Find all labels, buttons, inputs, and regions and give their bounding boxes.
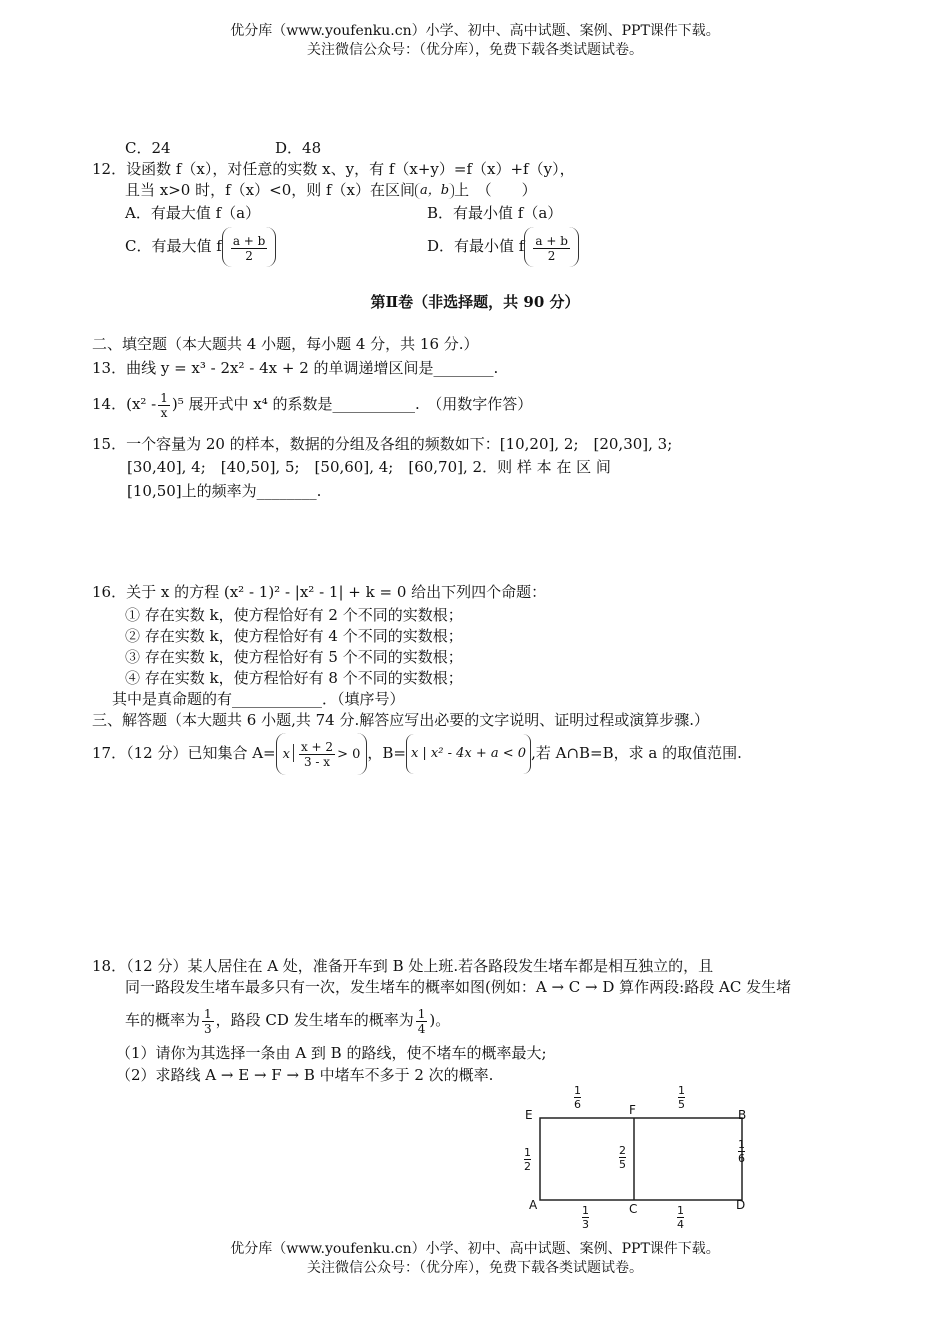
q14-pre: 14．(x² - [92, 395, 157, 413]
q12-stem-line2 [125, 180, 537, 200]
prob-ac: $\frac{1}{3}$ [582, 1204, 589, 1231]
point-c-label: C [629, 1202, 638, 1216]
q15-line2: [30,40], 4; [40,50], 5; [50,60], 4; [60,70], 2．则 样 本 在 区 间 [127, 458, 611, 476]
q16-stem: 16．关于 x 的方程 (x² - 1)² - |x² - 1| + k = 0 给出下列四个命题： [92, 583, 547, 601]
q17-pre: 17．（12 分）已知集合 A= [92, 744, 276, 762]
q18-subquestion-1: （1）请你为其选择一条由 A 到 B 的路线，使不堵车的概率最大; [116, 1044, 547, 1062]
point-d-label: D [736, 1198, 746, 1212]
q18-line3-post: )。 [429, 1011, 451, 1029]
prob-ef: $\frac{1}{6}$ [574, 1084, 581, 1111]
q18-line3-mid: ，路段 CD 发生堵车的概率为 [215, 1011, 414, 1029]
q18-line2: 同一路段发生堵车最多只有一次，发生堵车的概率如图(例如：A → C → D 算作两段:路段 AC 发生堵 [125, 978, 792, 996]
q12-option-d [427, 226, 579, 267]
q17 [92, 733, 742, 775]
q18-subquestion-2: （2）求路线 A → E → F → B 中堵车不多于 2 次的概率. [116, 1066, 494, 1084]
q12-option-d-fraction: $\frac{a + b}{2}$ [535, 233, 568, 263]
part2-title: 第Ⅱ卷（非选择题，共 90 分） [370, 293, 580, 311]
q17-set-a: x $\frac{x + 2}{3 - x}$ > 0 [276, 733, 368, 775]
prob-cf: $\frac{2}{5}$ [619, 1144, 626, 1171]
q18-fraction-ac: $\frac{1}{3}$ [204, 1006, 212, 1036]
q12-line2-post: 上 （ ） [454, 181, 537, 199]
section2-heading: 二、填空题（本大题共 4 小题，每小题 4 分，共 16 分.） [92, 335, 479, 353]
q16-proposition-3: ③ 存在实数 k，使方程恰好有 5 个不同的实数根； [125, 648, 463, 666]
q12-option-c-fraction: $\frac{a + b}{2}$ [232, 233, 266, 263]
road-network-figure [510, 1080, 770, 1240]
prob-fb: $\frac{1}{5}$ [678, 1084, 685, 1111]
q15-line3: [10,50]上的频率为________. [127, 482, 322, 500]
q11-option-c: C．24 [125, 139, 171, 157]
q15-line1: 15．一个容量为 20 的样本，数据的分组及各组的频数如下：[10,20], 2; [20,30], 3; [92, 435, 673, 453]
q13: 13．曲线 y = x³ - 2x² - 4x + 2 的单调递增区间是________. [92, 359, 499, 377]
footer-line-2: 关注微信公众号：（优分库），免费下载各类试题试卷。 [307, 1260, 643, 1276]
q12-interval: a，b [415, 183, 454, 199]
q16-proposition-1: ① 存在实数 k，使方程恰好有 2 个不同的实数根； [125, 606, 463, 624]
q16-proposition-2: ② 存在实数 k，使方程恰好有 4 个不同的实数根； [125, 627, 463, 645]
q14-fraction: $\frac{1}{x}$ [160, 390, 168, 420]
prob-ae: $\frac{1}{2}$ [524, 1146, 531, 1173]
q18-fraction-cd: $\frac{1}{4}$ [417, 1006, 426, 1036]
q14 [92, 384, 532, 424]
point-a-label: A [529, 1198, 538, 1212]
q12-option-c-label: C．有最大值 f [125, 237, 222, 255]
q18-line3-pre: 车的概率为 [125, 1011, 201, 1029]
header-line-2: 关注微信公众号：（优分库），免费下载各类试题试卷。 [307, 42, 643, 58]
header-line-1: 优分库（www.youfenku.cn）小学、初中、高中试题、案例、PPT课件下载。 [230, 23, 720, 39]
prob-bd: $\frac{1}{6}$ [738, 1138, 745, 1165]
prob-cd: $\frac{1}{4}$ [677, 1204, 684, 1231]
footer-line-1: 优分库（www.youfenku.cn）小学、初中、高中试题、案例、PPT课件下载。 [230, 1241, 720, 1257]
q12-option-b: B．有最小值 f（a） [427, 204, 563, 222]
q12-option-a: A．有最大值 f（a） [125, 204, 261, 222]
q16-proposition-4: ④ 存在实数 k，使方程恰好有 8 个不同的实数根； [125, 669, 463, 687]
q16-question: 其中是真命题的有____________．（填序号） [112, 690, 405, 708]
section3-heading: 三、解答题（本大题共 6 小题,共 74 分.解答应写出必要的文字说明、证明过程或演算步骤.） [92, 711, 710, 729]
point-f-label: F [629, 1103, 636, 1117]
q11-option-d: D．48 [275, 139, 322, 157]
point-b-label: B [738, 1108, 747, 1122]
q12-option-d-label: D．有最小值 f [427, 237, 525, 255]
q18-line3 [125, 1000, 450, 1040]
q14-post: )⁵ 展开式中 x⁴ 的系数是___________. （用数字作答） [171, 395, 533, 413]
q17-mid: ，B= [367, 744, 406, 762]
q17-set-a-fraction: $\frac{x + 2}{3 - x}$ [300, 739, 334, 769]
q17-post: ,若 A∩B=B，求 a 的取值范围. [531, 744, 742, 762]
q12-line2-pre: 且当 x>0 时，f（x）<0，则 f（x）在区间 [125, 181, 416, 199]
road-rectangle [540, 1118, 742, 1200]
road-network-lines [510, 1080, 770, 1240]
q12-stem-line1: 12．设函数 f（x），对任意的实数 x、y，有 f（x+y）=f（x）+f（y）， [92, 160, 575, 178]
q12-option-c [125, 226, 276, 267]
q18-line1: 18．（12 分）某人居住在 A 处，准备开车到 B 处上班.若各路段发生堵车都是相互独立的，且 [92, 957, 714, 975]
point-e-label: E [525, 1108, 533, 1122]
q17-set-b: x | x² - 4x + a < 0 [406, 734, 531, 774]
